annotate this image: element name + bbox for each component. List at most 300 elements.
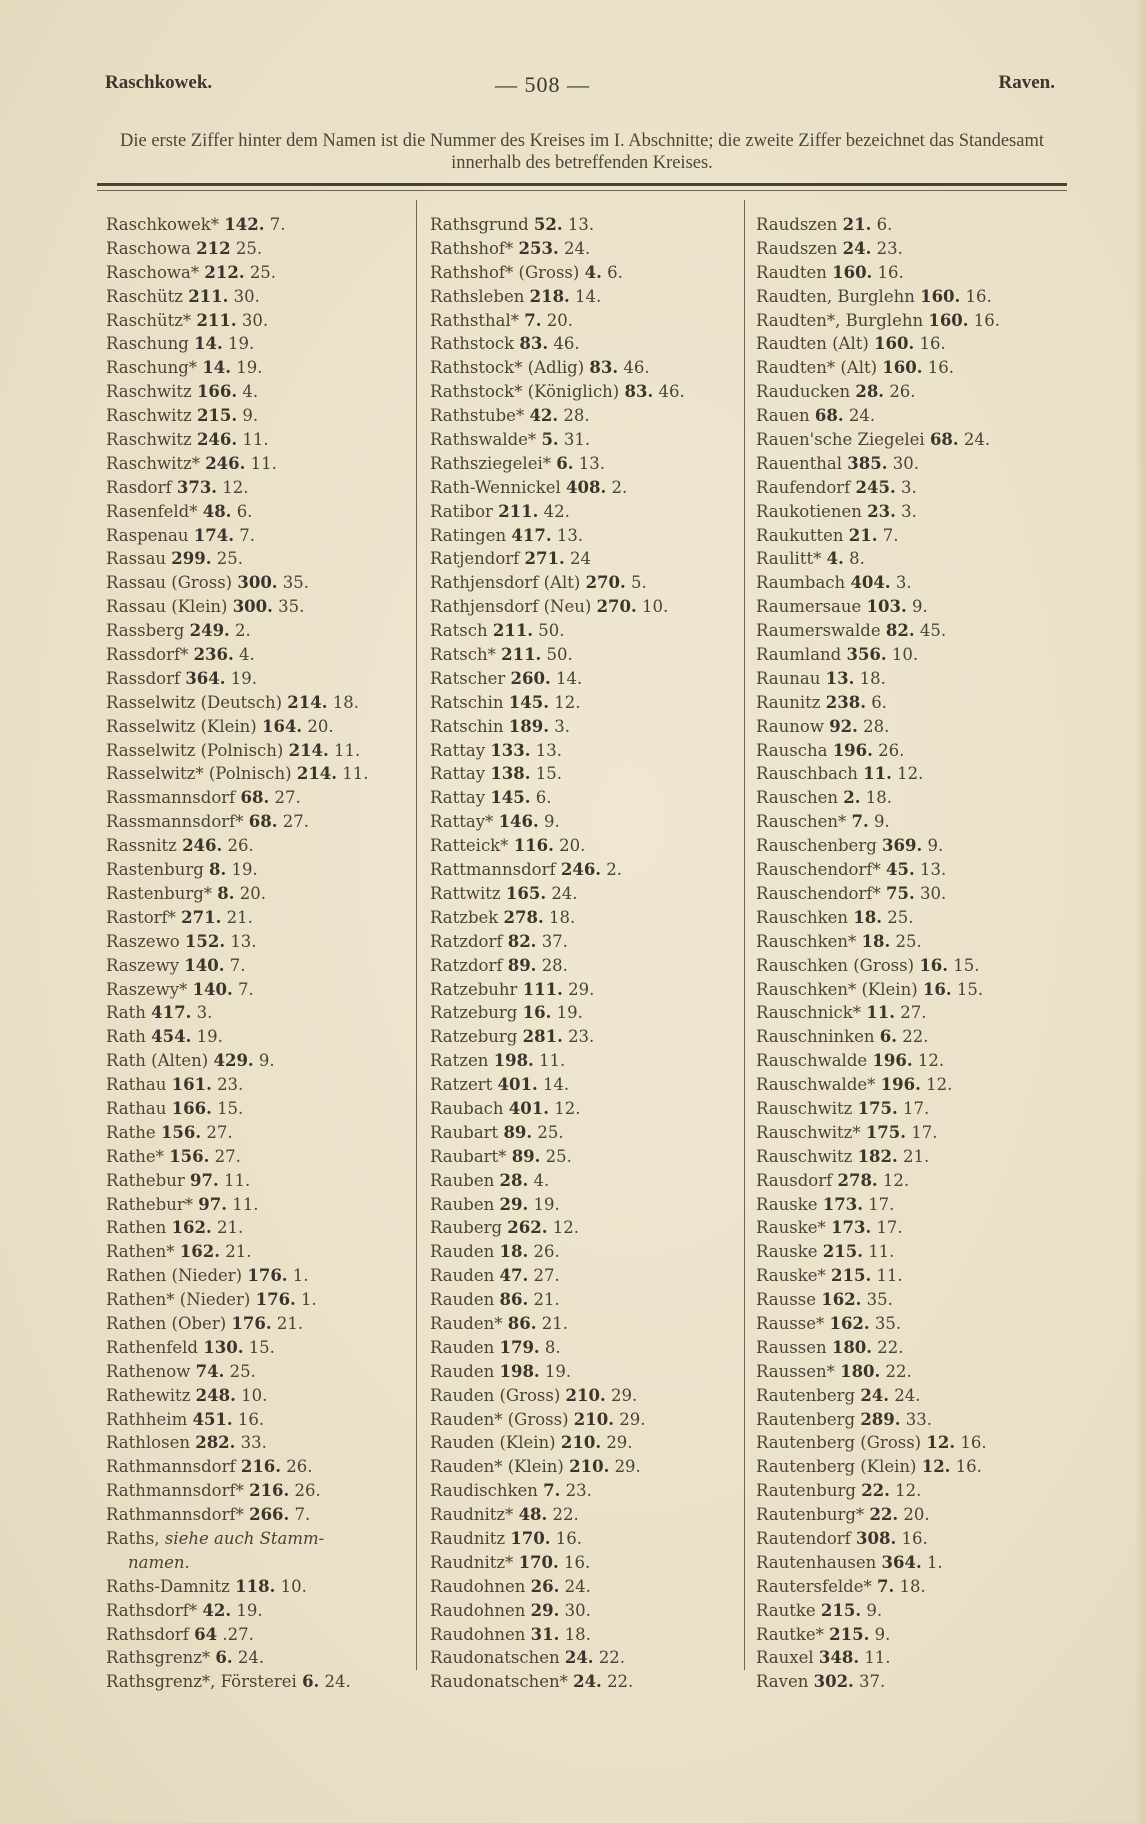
registry-office-number: 12. — [554, 692, 581, 712]
district-number: 173. — [822, 1194, 863, 1214]
district-number: 262. — [507, 1218, 548, 1238]
place-name: Rathau — [106, 1098, 167, 1118]
index-entry — [430, 1336, 685, 1360]
index-entry — [430, 1169, 685, 1193]
registry-office-number: 19. — [544, 1361, 572, 1381]
entry-continuation: namen. — [128, 1552, 190, 1572]
district-number: 42. — [202, 1600, 232, 1620]
index-entry — [106, 500, 369, 524]
district-number: 215. — [196, 406, 238, 426]
place-name: Rathsgrund — [430, 215, 529, 234]
page-number: — 508 — — [495, 72, 590, 97]
place-name: Ratzdorf — [430, 931, 503, 951]
district-number: 4. — [826, 549, 844, 569]
index-entry — [106, 452, 369, 476]
place-name: Rattay — [430, 764, 486, 784]
index-entry — [430, 786, 685, 810]
district-number: 7. — [543, 1481, 561, 1501]
index-entry — [756, 858, 1000, 882]
index-entry — [430, 404, 685, 428]
district-number: 238. — [825, 692, 866, 712]
index-entry — [430, 595, 685, 619]
index-entry — [430, 1073, 685, 1097]
registry-office-number: 11. — [539, 1051, 566, 1071]
district-number: 68. — [248, 812, 278, 832]
place-name: Rathjensdorf (Alt) — [430, 573, 581, 593]
place-name: Rauschken* (Klein) — [756, 979, 918, 999]
district-number: 160. — [874, 334, 915, 354]
place-name: Rathsgrenz* — [106, 1648, 211, 1668]
index-entry — [106, 332, 369, 356]
district-number: 23. — [867, 501, 896, 521]
index-entry — [430, 1646, 685, 1670]
entries-column-2 — [430, 213, 685, 1694]
place-name: Raumbach — [756, 573, 846, 593]
place-name: Rathen (Nieder) — [106, 1266, 243, 1286]
district-number: 417. — [151, 1003, 192, 1023]
registry-office-number: 14. — [555, 668, 583, 688]
place-name: Ratsch — [430, 621, 488, 641]
registry-office-number: 13. — [556, 525, 584, 545]
registry-office-number: 13. — [567, 215, 595, 234]
registry-office-number: 12. — [222, 477, 249, 497]
index-entry — [430, 978, 685, 1002]
index-entry — [430, 1527, 685, 1551]
district-number: 212. — [204, 262, 245, 282]
place-name: Rassdorf* — [106, 645, 189, 665]
place-name: Rassmannsdorf — [106, 788, 236, 808]
district-number: 246. — [196, 430, 238, 450]
header-rule-thick — [97, 183, 1067, 186]
index-entry — [756, 1025, 1000, 1049]
index-entry — [430, 571, 685, 595]
place-name: Raudszen — [756, 215, 838, 234]
registry-office-number: 23. — [876, 238, 903, 258]
place-name: Rautke* — [756, 1624, 824, 1644]
index-entry — [106, 285, 369, 309]
index-entry — [106, 356, 369, 380]
index-entry — [756, 906, 1000, 930]
registry-office-number: 3. — [554, 716, 570, 736]
place-name: Rauschwitz — [756, 1146, 853, 1166]
place-name: Rattay — [430, 740, 486, 760]
index-entry — [106, 1384, 369, 1408]
place-name: Rauschwitz — [756, 1098, 853, 1118]
place-name: Rautenburg* — [756, 1505, 865, 1525]
index-entry — [106, 643, 369, 667]
registry-office-number: 3. — [901, 501, 917, 521]
index-entry — [430, 930, 685, 954]
index-entry — [756, 380, 1000, 404]
registry-office-number: 16. — [955, 1457, 982, 1477]
place-name: Rautendorf — [756, 1528, 851, 1548]
place-name: Rauden* (Klein) — [430, 1457, 564, 1477]
district-number: 142. — [224, 215, 265, 234]
index-entry — [756, 1264, 1000, 1288]
index-entry — [430, 1503, 685, 1527]
place-name: Rautenberg — [756, 1409, 856, 1429]
place-name: Rathmannsdorf — [106, 1457, 236, 1477]
index-entry — [430, 1479, 685, 1503]
index-entry — [430, 1240, 685, 1264]
registry-office-number: 30. — [919, 883, 947, 903]
place-name: Raven — [756, 1672, 809, 1692]
place-name: Rauschendorf* — [756, 860, 881, 880]
district-number: 348. — [818, 1648, 860, 1668]
district-number: 245. — [855, 477, 896, 497]
index-entry — [756, 285, 1000, 309]
place-name: Rathen — [106, 1218, 167, 1238]
place-name: Raussen* — [756, 1361, 835, 1381]
place-name: Rathsdorf — [106, 1624, 189, 1644]
place-name: Rathjensdorf (Neu) — [430, 597, 592, 617]
district-number: 451. — [192, 1409, 233, 1429]
registry-office-number: 27. — [214, 1146, 241, 1166]
index-entry — [430, 380, 685, 404]
registry-office-number: 21. — [276, 1313, 304, 1333]
index-entry — [756, 261, 1000, 285]
registry-office-number: 11. — [334, 740, 361, 760]
district-number: 160. — [920, 286, 961, 306]
index-entry — [756, 1288, 1000, 1312]
registry-office-number: 27. — [274, 788, 301, 808]
index-entry — [106, 1599, 369, 1623]
district-number: 89. — [511, 1146, 541, 1166]
index-entry — [430, 1025, 685, 1049]
place-name: Rassnitz — [106, 836, 177, 856]
place-name: Raudohnen — [430, 1624, 526, 1644]
place-name: Rathewitz — [106, 1385, 191, 1405]
registry-office-number: 26. — [294, 1481, 321, 1501]
place-name: Rath — [106, 1027, 146, 1047]
place-name: Rathstock* (Königlich) — [430, 382, 620, 402]
registry-office-number: 16. — [555, 1528, 582, 1548]
place-name: Raudnitz — [430, 1528, 506, 1548]
district-number: 166. — [196, 382, 238, 402]
place-name: Rathmannsdorf* — [106, 1481, 244, 1501]
registry-office-number: 16. — [927, 358, 954, 378]
place-name: Raudnitz* — [430, 1552, 514, 1572]
place-name: Raschowa — [106, 238, 191, 258]
district-number: 97. — [190, 1170, 219, 1190]
district-number: 83. — [589, 358, 619, 378]
district-number: 356. — [846, 645, 887, 665]
registry-office-number: 25. — [235, 238, 263, 258]
registry-office-number: 24. — [963, 430, 991, 450]
district-number: 162. — [821, 1290, 862, 1310]
registry-office-number: 11. — [342, 764, 369, 784]
district-number: 270. — [585, 573, 626, 593]
registry-office-number: 19. — [236, 1600, 263, 1620]
registry-office-number: 20. — [307, 716, 334, 736]
registry-office-number: 6. — [871, 692, 887, 712]
place-name: Raudten (Alt) — [756, 334, 869, 354]
index-entry — [106, 1049, 369, 1073]
registry-office-number: 12. — [897, 764, 924, 784]
district-number: 170. — [510, 1528, 551, 1548]
district-number: 28. — [499, 1170, 529, 1190]
index-entry — [106, 1670, 369, 1694]
place-name: Rathebur — [106, 1170, 185, 1190]
registry-office-number: 12. — [554, 1098, 581, 1118]
place-name: Raunitz — [756, 692, 821, 712]
district-number: 215. — [829, 1624, 870, 1644]
district-number: 266. — [249, 1505, 290, 1525]
registry-office-number: 7. — [239, 525, 255, 545]
registry-office-number: 9. — [911, 597, 928, 617]
index-entry — [106, 237, 369, 261]
place-name: Rauschen — [756, 788, 838, 808]
district-number: 215. — [831, 1266, 872, 1286]
district-number: 179. — [499, 1337, 540, 1357]
place-name: Raudonatschen* — [430, 1672, 568, 1692]
registry-office-number: 11. — [864, 1648, 891, 1668]
index-entry — [430, 309, 685, 333]
place-name: Rassberg — [106, 621, 185, 641]
place-name: Rath (Alten) — [106, 1051, 209, 1071]
place-name: Rathsgrenz*, Försterei — [106, 1672, 297, 1692]
index-entry — [106, 715, 369, 739]
registry-office-number: 10. — [642, 597, 669, 617]
registry-office-number: 12. — [895, 1481, 922, 1501]
district-number: 308. — [856, 1528, 897, 1548]
district-number: 29. — [530, 1600, 560, 1620]
registry-office-number: 35. — [866, 1290, 893, 1310]
district-number: 24. — [860, 1385, 890, 1405]
district-number: 160. — [882, 358, 923, 378]
index-entry — [430, 1121, 685, 1145]
registry-office-number: 30. — [892, 453, 919, 473]
index-entry — [106, 1193, 369, 1217]
place-name: Rautenberg (Klein) — [756, 1457, 917, 1477]
district-number: 162. — [171, 1218, 212, 1238]
district-number: 198. — [499, 1361, 540, 1381]
district-number: 24. — [564, 1648, 594, 1668]
district-number: 6. — [556, 453, 574, 473]
registry-office-number: 19. — [196, 1027, 223, 1047]
place-name: Rauben — [430, 1170, 495, 1190]
district-number: 429. — [213, 1051, 254, 1071]
registry-office-number: 37. — [541, 931, 568, 951]
index-entry — [756, 1551, 1000, 1575]
place-name: Rauschbach — [756, 764, 858, 784]
place-name: Ratschin — [430, 716, 504, 736]
index-entry — [430, 285, 685, 309]
district-number: 111. — [522, 979, 563, 999]
place-name: Raukutten — [756, 525, 844, 545]
place-name: Rassdorf — [106, 668, 181, 688]
index-entry — [756, 524, 1000, 548]
registry-office-number: 6. — [236, 501, 253, 521]
registry-office-number: 19. — [228, 334, 255, 354]
index-entry — [430, 667, 685, 691]
registry-office-number: 24. — [894, 1385, 921, 1405]
district-number: 211. — [196, 310, 237, 330]
index-entry — [430, 715, 685, 739]
registry-office-number: 9. — [544, 812, 560, 832]
district-number: 116. — [513, 836, 554, 856]
registry-office-number: 45. — [919, 621, 947, 641]
header-first-entry: Raschkowek. — [105, 72, 213, 93]
index-entry — [756, 1073, 1000, 1097]
district-number: 299. — [171, 549, 212, 569]
index-entry — [106, 1479, 369, 1503]
registry-office-number: 4. — [239, 645, 255, 665]
explanatory-note: Die erste Ziffer hinter dem Namen ist die Nummer des Kreises im I. Abschnitte; die zweite Ziffer bezeichnet das Standesamt innerhalb des betreffenden Kreises. — [119, 131, 1044, 173]
registry-office-number: 21. — [541, 1313, 568, 1333]
registry-office-number: 17. — [911, 1122, 938, 1142]
place-name: Rauschwitz* — [756, 1122, 861, 1142]
index-entry — [756, 1599, 1000, 1623]
registry-office-number: 9. — [242, 406, 259, 426]
place-name: Rauden (Klein) — [430, 1433, 556, 1453]
district-number: 246. — [205, 453, 246, 473]
place-name: Rathe — [106, 1122, 156, 1142]
place-name: Raths-Damnitz — [106, 1576, 230, 1596]
index-entry — [756, 356, 1000, 380]
place-name: Rausdorf — [756, 1170, 833, 1190]
registry-office-number: 22. — [885, 1361, 912, 1381]
place-name: Rastenburg* — [106, 883, 213, 903]
registry-office-number: 10. — [891, 645, 919, 665]
place-name: Ratteick* — [430, 836, 509, 856]
district-number: 4. — [584, 262, 602, 282]
place-name: Rathstube* — [430, 406, 525, 426]
place-name: Rauden — [430, 1337, 495, 1357]
index-entry — [756, 1623, 1000, 1647]
index-entry — [430, 1431, 685, 1455]
district-number: 18. — [861, 931, 891, 951]
registry-office-number: 4. — [533, 1170, 550, 1190]
registry-office-number: 19. — [556, 1003, 583, 1023]
place-name: Rathshof* — [430, 238, 514, 258]
place-name: Rauschken (Gross) — [756, 955, 915, 975]
registry-office-number: 11. — [223, 1170, 251, 1190]
district-number: 18. — [853, 907, 882, 927]
index-entry — [756, 954, 1000, 978]
place-name: Raschütz — [106, 286, 183, 306]
registry-office-number: 22. — [607, 1672, 634, 1692]
index-entry — [756, 309, 1000, 333]
district-number: 246. — [560, 860, 602, 880]
registry-office-number: 18. — [859, 668, 886, 688]
registry-office-number: 11. — [242, 430, 269, 450]
registry-office-number: 28. — [563, 406, 590, 426]
place-name: Ratsch* — [430, 645, 496, 665]
index-entry — [756, 1384, 1000, 1408]
index-entry — [430, 1288, 685, 1312]
registry-office-number: 27. — [282, 812, 309, 832]
district-number: 174. — [193, 525, 234, 545]
index-entry — [430, 619, 685, 643]
index-entry — [106, 739, 369, 763]
place-name: Raunow — [756, 716, 824, 736]
registry-office-number: .27. — [222, 1624, 254, 1644]
index-entry — [430, 1097, 685, 1121]
district-number: 160. — [832, 262, 873, 282]
district-number: 173. — [831, 1218, 872, 1238]
district-number: 289. — [860, 1409, 901, 1429]
index-entry — [430, 476, 685, 500]
index-entry — [430, 524, 685, 548]
place-name: Rathen* — [106, 1242, 175, 1262]
registry-office-number: 16. — [877, 262, 904, 282]
index-entry — [756, 1121, 1000, 1145]
registry-office-number: 4. — [242, 382, 259, 402]
place-name: Raudonatschen — [430, 1648, 560, 1668]
entries-column-1 — [106, 213, 369, 1694]
district-number: 45. — [885, 860, 915, 880]
district-number: 145. — [490, 788, 531, 808]
registry-office-number: 16. — [901, 1528, 928, 1548]
district-number: 281. — [522, 1027, 563, 1047]
index-entry — [756, 1408, 1000, 1432]
place-name: Rasselwitz* (Polnisch) — [106, 764, 292, 784]
district-number: 89. — [507, 955, 537, 975]
registry-office-number: 11. — [868, 1242, 895, 1262]
district-number: 196. — [880, 1075, 921, 1095]
place-name: Ratzeburg — [430, 1027, 518, 1047]
index-entry — [756, 476, 1000, 500]
place-name: Rathen* (Nieder) — [106, 1290, 251, 1310]
district-number: 218. — [529, 286, 570, 306]
place-name: Raudten*, Burglehn — [756, 310, 924, 330]
place-name: Raumerswalde — [756, 621, 881, 641]
district-number: 145. — [508, 692, 549, 712]
registry-office-number: 9. — [866, 1600, 883, 1620]
district-number: 83. — [519, 334, 549, 354]
index-entry — [430, 1575, 685, 1599]
place-name: Ratscher — [430, 668, 506, 688]
place-name: Rasdorf — [106, 477, 172, 497]
index-entry — [106, 1336, 369, 1360]
index-entry — [106, 1312, 369, 1336]
index-entry — [756, 1001, 1000, 1025]
registry-office-number: 46. — [658, 382, 685, 402]
registry-office-number: 19. — [236, 358, 263, 378]
district-number: 215. — [822, 1242, 863, 1262]
registry-office-number: 27. — [900, 1003, 927, 1023]
place-name: Raschwitz* — [106, 453, 200, 473]
index-entry — [430, 1145, 685, 1169]
registry-office-number: 22. — [598, 1648, 626, 1668]
index-entry — [756, 978, 1000, 1002]
index-entry — [106, 667, 369, 691]
index-entry — [756, 500, 1000, 524]
registry-office-number: 46. — [623, 358, 650, 378]
place-name: Rauschninken — [756, 1027, 875, 1047]
district-number: 189. — [508, 716, 549, 736]
district-number: 236. — [193, 645, 234, 665]
district-number: 140. — [184, 955, 225, 975]
registry-office-number: 16. — [965, 286, 992, 306]
place-name: Rathebur* — [106, 1194, 193, 1214]
index-entry — [430, 762, 685, 786]
index-entry — [430, 882, 685, 906]
registry-office-number: 3. — [196, 1003, 213, 1023]
district-number: 162. — [179, 1242, 220, 1262]
index-entry — [756, 1503, 1000, 1527]
index-entry — [430, 237, 685, 261]
registry-office-number: 29. — [614, 1457, 641, 1477]
registry-office-number: 22. — [552, 1505, 579, 1525]
place-name: Raschwitz — [106, 406, 192, 426]
place-name: Rauden* — [430, 1313, 503, 1333]
district-number: 130. — [203, 1337, 244, 1357]
place-name: Rastorf* — [106, 907, 176, 927]
district-number: 83. — [624, 382, 654, 402]
place-name: Rauschwalde — [756, 1051, 868, 1071]
